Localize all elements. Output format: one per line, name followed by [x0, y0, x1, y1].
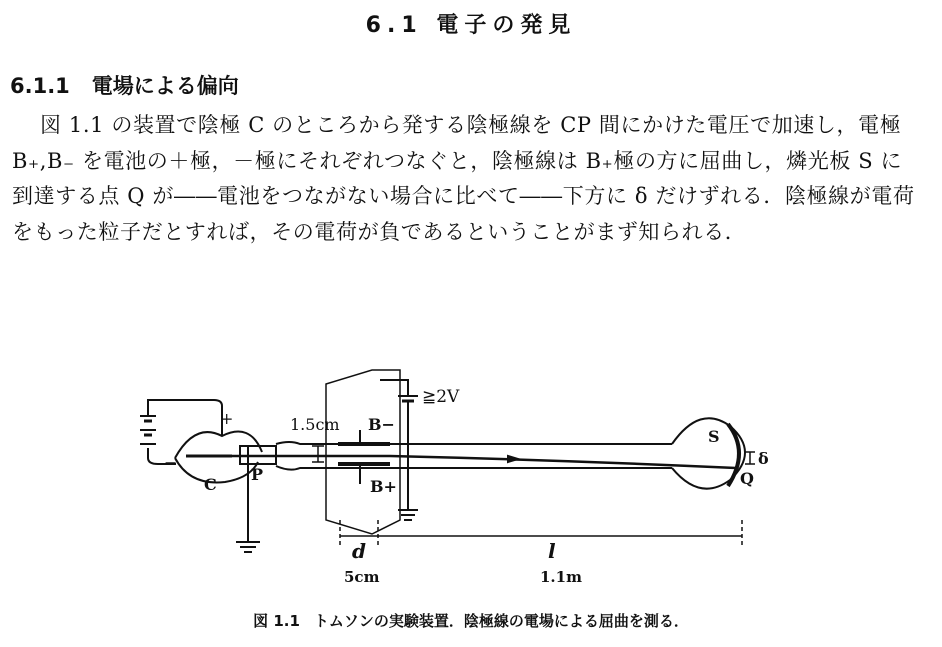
spot-label: Q — [740, 469, 754, 488]
plate-gap-label: 1.5cm — [290, 415, 340, 434]
figure-caption — [0, 610, 942, 631]
tube-upper-wall — [276, 442, 672, 444]
caption-number: 図 1.1 — [253, 612, 300, 630]
tube-lower-wall — [276, 466, 672, 470]
paragraph-text: 図 1.1 の装置で陰極 C のところから発する陰極線を CP 間にかけた電圧で加速し，電極 B₊,B₋ を電池の＋極，－極にそれぞれつなぐと，陰極線は B₊極の方に屈曲し，燐光板 S に到達する点 Q が――電池をつながない場合に比べて――下方に δ だけずれる．陰極線が電荷をもった粒子だとすれば，その電荷が負であるということがまず知られる． — [12, 113, 915, 244]
section-title-text: 電子の発見 — [436, 13, 577, 38]
section-number: 6.1 — [365, 13, 423, 38]
beam-arrow — [508, 456, 518, 462]
plus-label: + — [220, 409, 234, 428]
b-minus-label: B− — [368, 415, 395, 434]
anode-label: P — [251, 465, 264, 484]
plate-mount — [326, 370, 400, 534]
cathode-ray-beam — [232, 456, 736, 468]
circuit-wire-top — [148, 400, 222, 436]
plate-wire — [380, 380, 408, 396]
d-label: d — [352, 539, 366, 563]
section-title — [0, 8, 942, 39]
delta-label: δ — [758, 449, 769, 468]
minus-label: − — [164, 453, 178, 472]
subsection-title-text: 電場による偏向 — [91, 74, 239, 98]
body-paragraph — [12, 108, 922, 250]
subsection-number: 6.1.1 — [10, 74, 70, 98]
l-value: 1.1m — [540, 568, 582, 586]
l-label: l — [548, 539, 556, 563]
thomson-apparatus-diagram — [0, 360, 942, 605]
figure — [0, 360, 942, 605]
subsection-title — [10, 70, 239, 100]
caption-text: トムソンの実験装置．陰極線の電場による屈曲を測る． — [313, 612, 689, 630]
voltage-label: ≧2V — [422, 387, 460, 407]
b-plus-label: B+ — [370, 477, 397, 496]
d-value: 5cm — [344, 568, 380, 586]
cathode-label: C — [204, 475, 217, 494]
screen-label: S — [708, 427, 720, 446]
